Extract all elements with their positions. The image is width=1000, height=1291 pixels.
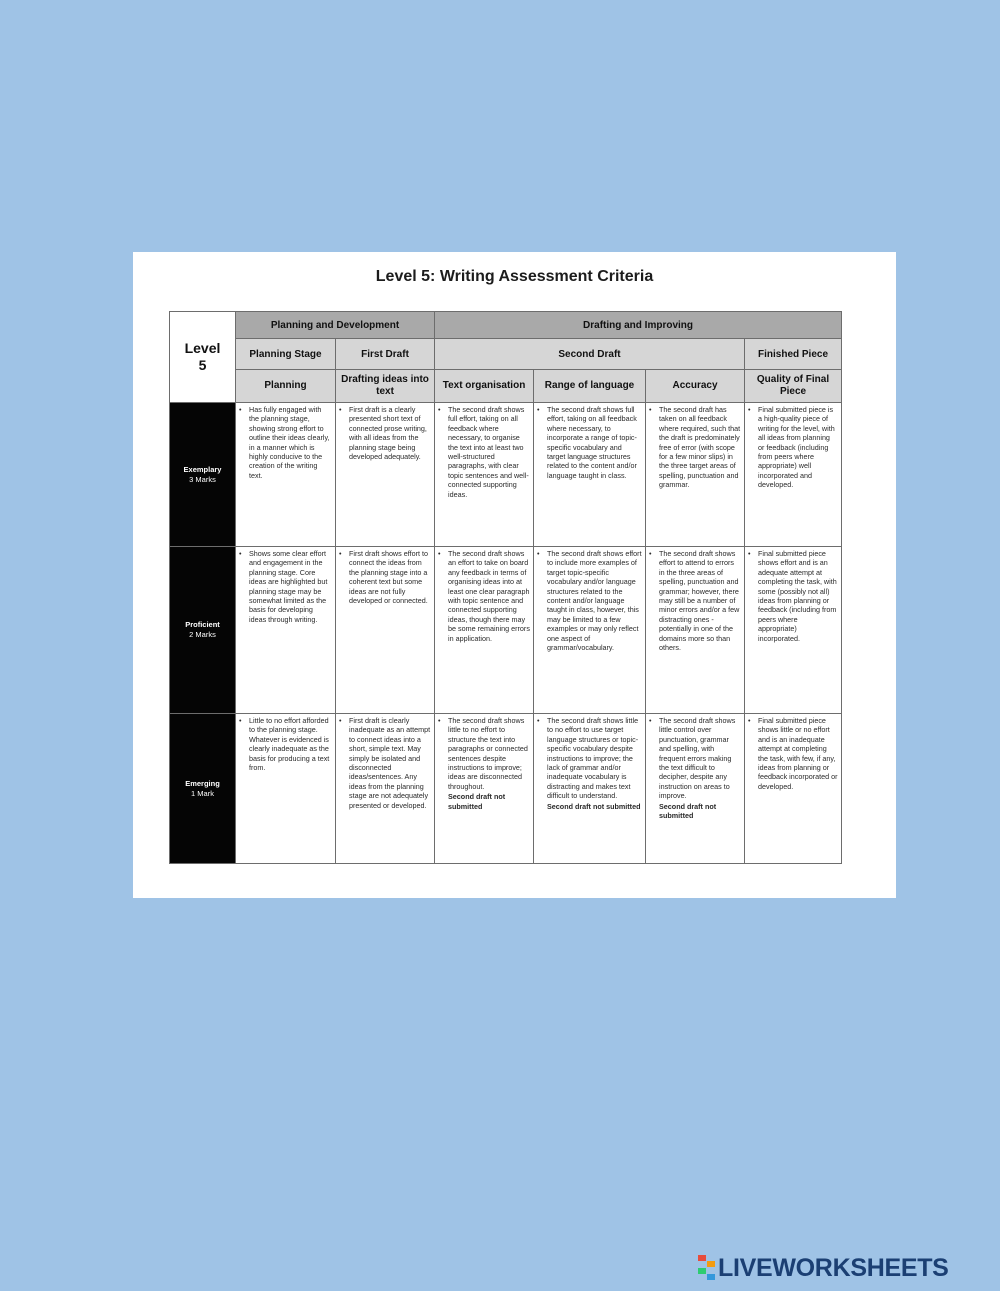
band-name: Proficient	[185, 620, 220, 629]
cell-text: The second draft shows little to no effort to structure the text into paragraphs or connected sentences despite instructions to improve; ideas are disconnected throughout.	[448, 716, 528, 791]
band-marks: 2 Marks	[189, 630, 216, 639]
rubric-cell: • The second draft shows little control over punctuation, grammar and spelling, with frequent errors making the text difficult to decipher, despite any instruction on areas to improve. Second draft not submitted	[646, 714, 745, 864]
band-marks: 3 Marks	[189, 474, 216, 484]
criterion-accuracy: Accuracy	[646, 370, 745, 403]
rubric-cell: • First draft is clearly inadequate as an attempt to connect ideas into a short, simple text. May simply be isolated and disconnected ideas/sentences. Any ideas from the planning stage are not adequately presented or developed.	[336, 714, 435, 864]
stage-planning: Planning Stage	[236, 339, 336, 370]
rubric-cell: • Has fully engaged with the planning stage, showing strong effort to outline their ideas clearly, in a manner which is highly conducive to the creation of the writing text.	[236, 403, 336, 547]
band-label-emerging	[170, 714, 236, 864]
cell-text: Shows some clear effort and engagement in the planning stage. Core ideas are highlighted but planning stage may be somewhat limited as the basis for developing ideas through writing.	[249, 549, 328, 624]
band-row-emerging	[170, 714, 842, 864]
assessment-table	[169, 311, 842, 864]
stage-finished-piece: Finished Piece	[745, 339, 842, 370]
group-drafting-improving: Drafting and Improving	[435, 312, 842, 339]
cell-text: The second draft shows effort to include more examples of target topic-specific vocabulary and/or language structures related to the content and/or language taught in class, however, this may be limited to a few examples or may only reflect one aspect of grammar/vocabulary.	[547, 549, 642, 653]
cell-text: The second draft shows little to no effort to use target language structures or topic-specific vocabulary despite instructions to improve; the lack of grammar and/or inadequate vocabulary is distracting and makes text difficult to understand.	[547, 716, 639, 801]
level-number: 5	[198, 357, 207, 373]
rubric-cell: • The second draft shows little to no effort to use target language structures or topic-specific vocabulary despite instructions to improve; the lack of grammar and/or inadequate vocabulary is distracting and makes text difficult to understand. Second draft not submitted	[534, 714, 646, 864]
rubric-cell: • The second draft shows effort to include more examples of target topic-specific vocabulary and/or language structures related to the content and/or language taught in class, however, this may be limited to a few examples or may only reflect one aspect of grammar/vocabulary.	[534, 547, 646, 714]
logo-mark-icon	[698, 1255, 716, 1281]
cell-text: Has fully engaged with the planning stage, showing strong effort to outline their ideas clearly, in a manner which is highly conducive to the creation of the writing text.	[249, 405, 330, 480]
band-marks: 1 Mark	[191, 788, 214, 798]
worksheet-page	[133, 252, 896, 898]
criterion-range-of-language: Range of language	[534, 370, 646, 403]
criterion-planning: Planning	[236, 370, 336, 403]
cell-text: The second draft shows full effort, taking on all feedback where necessary, to incorporate a range of topic-specific vocabulary and target language structures related to the content and/or language taught in class.	[547, 405, 637, 480]
band-row-proficient	[170, 547, 842, 714]
cell-text: The second draft shows little control over punctuation, grammar and spelling, with frequent errors making the text difficult to decipher, despite any instruction on areas to improve.	[659, 716, 736, 801]
criterion-drafting-ideas: Drafting ideas into text	[336, 370, 435, 403]
band-label-proficient	[170, 547, 236, 714]
cell-text: First draft is a clearly presented short text of connected prose writing, with all ideas from the planning stage being developed adequately.	[349, 405, 427, 462]
cell-text: First draft is clearly inadequate as an attempt to connect ideas into a short, simple text. May simply be isolated and disconnected ideas/sentences. Any ideas from the planning stage are not adequately presented or developed.	[349, 716, 431, 810]
cell-text: Final submitted piece shows little or no effort and is an inadequate attempt at completing the task, with few, if any, ideas from planning or feedback incorporated or developed.	[758, 716, 838, 791]
stage-second-draft: Second Draft	[435, 339, 745, 370]
rubric-cell: • Final submitted piece shows effort and is an adequate attempt at completing the task, with some (possibly not all) ideas from planning or feedback (including from peers where appropriate) incorporated.	[745, 547, 842, 714]
cell-text: The second draft has taken on all feedback where required, such that the draft is predominately free of error (with scope for a few minor slips) in the three target areas of spelling, punctuation and grammar.	[659, 405, 741, 490]
cell-text: Final submitted piece is a high-quality piece of writing for the level, with all ideas from planning or feedback (including from peers where appropriate) well incorporated and developed.	[758, 405, 835, 490]
band-name: Exemplary	[183, 464, 222, 474]
rubric-cell: • First draft is a clearly presented short text of connected prose writing, with all ideas from the planning stage being developed adequately.	[336, 403, 435, 547]
rubric-cell: • Shows some clear effort and engagement in the planning stage. Core ideas are highlighted but planning stage may be somewhat limited as the basis for developing ideas through writing.	[236, 547, 336, 714]
band-row-exemplary	[170, 403, 842, 547]
rubric-cell: • The second draft has taken on all feedback where required, such that the draft is predominately free of error (with scope for a few minor slips) in the three target areas of spelling, punctuation and grammar.	[646, 403, 745, 547]
rubric-cell: • The second draft shows an effort to take on board any feedback in terms of organising ideas into at least one clear paragraph with topic sentence and connected supporting ideas, though there may be some remaining errors in application.	[435, 547, 534, 714]
liveworksheets-logo[interactable]	[698, 1253, 994, 1283]
rubric-cell: • The second draft shows effort to attend to errors in the three areas of spelling, punctuation and grammar; however, there may still be a number of minor errors and/or a few distracting ones - potentially in one of the domains more so than others.	[646, 547, 745, 714]
cell-text: Little to no effort afforded to the planning stage. Whatever is evidenced is clearly inadequate as the basis for producing a text from.	[249, 716, 330, 773]
rubric-cell: • Final submitted piece is a high-quality piece of writing for the level, with all ideas from planning or feedback (including from peers where appropriate) well incorporated and developed.	[745, 403, 842, 547]
cell-text: The second draft shows full effort, taking on all feedback where necessary, to organise the text into at least two well-structured paragraphs, with clear topic sentences and well-connected supporting ideas.	[448, 405, 529, 499]
rubric-cell: • The second draft shows full effort, taking on all feedback where necessary, to incorporate a range of topic-specific vocabulary and target language structures related to the content and/or language taught in class.	[534, 403, 646, 547]
criterion-quality-final-piece: Quality of Final Piece	[745, 370, 842, 403]
cell-text: The second draft shows an effort to take on board any feedback in terms of organising ideas into at least one clear paragraph with topic sentence and connected supporting ideas, though there may be some remaining errors in application.	[448, 549, 530, 643]
band-label-exemplary	[170, 403, 236, 547]
group-planning-development: Planning and Development	[236, 312, 435, 339]
level-word: Level	[184, 340, 221, 356]
logo-text: LIVEWORKSHEETS	[718, 1254, 949, 1282]
cell-text: Final submitted piece shows effort and is an adequate attempt at completing the task, with some (possibly not all) ideas from planning or feedback (including from peers where appropriate) incorporated.	[758, 549, 837, 643]
cell-extra-note: Second draft not submitted	[659, 801, 717, 821]
band-name: Emerging	[185, 778, 220, 788]
level-label	[170, 312, 236, 403]
rubric-cell: • The second draft shows little to no effort to structure the text into paragraphs or connected sentences despite instructions to improve; ideas are disconnected throughout. Second draft not submitted	[435, 714, 534, 864]
rubric-cell: • First draft shows effort to connect the ideas from the planning stage into a coherent text but some ideas are not fully developed or connected.	[336, 547, 435, 714]
rubric-cell: • The second draft shows full effort, taking on all feedback where necessary, to organise the text into at least two well-structured paragraphs, with clear topic sentences and well-connected supporting ideas.	[435, 403, 534, 547]
cell-extra-note: Second draft not submitted	[547, 801, 641, 811]
cell-text: First draft shows effort to connect the ideas from the planning stage into a coherent text but some ideas are not fully developed or connected.	[349, 549, 428, 606]
criterion-text-organisation: Text organisation	[435, 370, 534, 403]
rubric-cell: • Little to no effort afforded to the planning stage. Whatever is evidenced is clearly inadequate as the basis for producing a text from.	[236, 714, 336, 864]
page-title: Level 5: Writing Assessment Criteria	[375, 268, 654, 285]
cell-extra-note: Second draft not submitted	[448, 792, 506, 811]
stage-first-draft: First Draft	[336, 339, 435, 370]
cell-text: The second draft shows effort to attend to errors in the three areas of spelling, punctuation and grammar; however, there may still be a number of minor errors and/or a few distracting ones - potentially in one of the domains more so than others.	[659, 549, 740, 653]
rubric-cell: • Final submitted piece shows little or no effort and is an inadequate attempt at completing the task, with few, if any, ideas from planning or feedback incorporated or developed.	[745, 714, 842, 864]
